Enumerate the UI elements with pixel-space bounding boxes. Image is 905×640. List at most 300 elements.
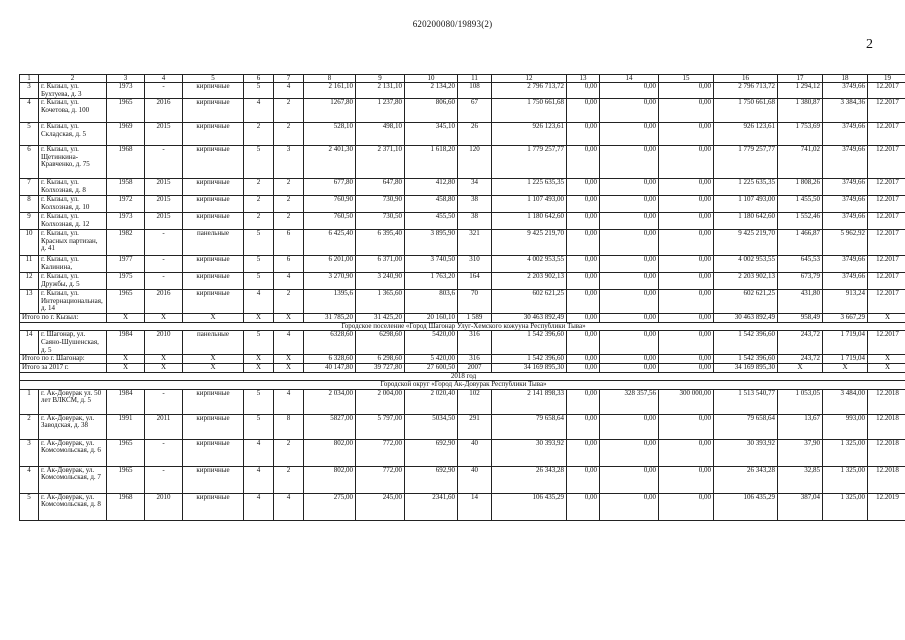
table-cell: 12.2017 xyxy=(868,196,905,213)
table-cell: кирпичные xyxy=(183,123,244,146)
table-cell: 0,00 xyxy=(600,83,659,99)
table-cell: 5 xyxy=(20,123,39,146)
table-cell: кирпичные xyxy=(183,493,244,520)
table-cell: 4 xyxy=(244,99,274,123)
total-cell: X xyxy=(107,314,145,323)
table-cell: 2015 xyxy=(145,196,183,213)
table-cell: 5 962,92 xyxy=(823,230,868,256)
table-cell: 2 xyxy=(274,290,304,314)
table-cell: 164 xyxy=(458,273,492,290)
table-cell: 3 484,00 xyxy=(823,389,868,414)
table-cell: 2 xyxy=(274,213,304,230)
table-cell: 70 xyxy=(458,290,492,314)
table-cell: 760,90 xyxy=(304,196,356,213)
address-cell: г. Кызыл, ул. Щетинкина-Кравченко, д. 75 xyxy=(39,146,107,179)
table-row xyxy=(20,196,905,213)
table-cell: 2 xyxy=(274,179,304,196)
table-cell: 1 542 396,60 xyxy=(492,331,567,355)
table-cell: 1984 xyxy=(107,331,145,355)
total-cell: X xyxy=(868,314,905,323)
table-cell: 14 xyxy=(20,331,39,355)
section-header-row xyxy=(20,322,905,331)
table-cell: 0,00 xyxy=(567,196,600,213)
table-cell: кирпичные xyxy=(183,290,244,314)
table-cell: 455,50 xyxy=(405,213,458,230)
address-cell: г. Ак-Довурак, ул. Заводская, д. 38 xyxy=(39,414,107,439)
column-number-cell: 14 xyxy=(600,75,659,83)
table-cell: 8 xyxy=(274,414,304,439)
address-cell: г. Кызыл, ул. Красных партизан, д. 41 xyxy=(39,230,107,256)
table-cell: 5 797,00 xyxy=(356,414,405,439)
total-cell: 958,49 xyxy=(778,314,823,323)
table-cell: 3 895,90 xyxy=(405,230,458,256)
table-cell: 913,24 xyxy=(823,290,868,314)
table-cell: 2 034,00 xyxy=(304,389,356,414)
table-cell: 3749,66 xyxy=(823,213,868,230)
table-cell: 11 xyxy=(20,256,39,273)
total-cell: 1 719,04 xyxy=(823,355,868,364)
table-cell: 1 237,80 xyxy=(356,99,405,123)
section-header-row xyxy=(20,372,905,381)
table-cell: 6298,60 xyxy=(356,331,405,355)
table-cell: 1 294,12 xyxy=(778,83,823,99)
table-cell: 5034,50 xyxy=(405,414,458,439)
total-cell: 0,00 xyxy=(600,314,659,323)
table-row xyxy=(20,290,905,314)
table-cell: 3 270,90 xyxy=(304,273,356,290)
table-cell: 5 xyxy=(244,230,274,256)
table-cell: кирпичные xyxy=(183,196,244,213)
table-cell: панельные xyxy=(183,230,244,256)
table-cell: 12.2017 xyxy=(868,331,905,355)
table-cell: кирпичные xyxy=(183,99,244,123)
table-cell: 321 xyxy=(458,230,492,256)
table-cell: 2 xyxy=(244,213,274,230)
table-cell: 12.2018 xyxy=(868,389,905,414)
total-row xyxy=(20,355,905,364)
table-cell: кирпичные xyxy=(183,389,244,414)
table-cell: 2010 xyxy=(145,493,183,520)
table-cell: 1267,80 xyxy=(304,99,356,123)
table-cell: 5 xyxy=(244,83,274,99)
table-cell: 0,00 xyxy=(659,99,714,123)
table-cell: 2 xyxy=(244,179,274,196)
table-cell: 2011 xyxy=(145,414,183,439)
table-cell: 692,90 xyxy=(405,439,458,466)
table-cell: 26 343,28 xyxy=(492,466,567,493)
table-cell: 2016 xyxy=(145,290,183,314)
table-cell: 38 xyxy=(458,213,492,230)
table-cell: 1395,6 xyxy=(304,290,356,314)
table-cell: - xyxy=(145,273,183,290)
total-cell: X xyxy=(183,355,244,364)
column-number-cell: 19 xyxy=(868,75,905,83)
address-cell: г. Кызыл, ул. Дружбы, д. 5 xyxy=(39,273,107,290)
total-cell: 30 463 892,49 xyxy=(492,314,567,323)
table-cell: 9 425 219,70 xyxy=(714,230,778,256)
table-cell: 0,00 xyxy=(600,493,659,520)
table-cell: 6 xyxy=(274,256,304,273)
table-cell: 2016 xyxy=(145,99,183,123)
table-cell: 1973 xyxy=(107,213,145,230)
table-cell: кирпичные xyxy=(183,466,244,493)
total-cell: 6 328,60 xyxy=(304,355,356,364)
table-cell: 30 393,92 xyxy=(492,439,567,466)
table-cell: 7 xyxy=(20,179,39,196)
total-cell: X xyxy=(145,355,183,364)
table-cell: 3749,66 xyxy=(823,83,868,99)
table-cell: 1991 xyxy=(107,414,145,439)
table-cell: 12.2017 xyxy=(868,146,905,179)
total-label-cell: Итого по г. Шагонар: xyxy=(20,355,107,364)
column-number-cell: 1 xyxy=(20,75,39,83)
table-cell: 0,00 xyxy=(659,83,714,99)
table-cell: 12.2017 xyxy=(868,123,905,146)
table-cell: 0,00 xyxy=(567,273,600,290)
table-cell: 387,04 xyxy=(778,493,823,520)
table-cell: 2 xyxy=(244,123,274,146)
address-cell: г. Ак-Довурак, ул. Комсомольская, д. 6 xyxy=(39,439,107,466)
table-cell: 3749,66 xyxy=(823,123,868,146)
table-cell: 3 240,90 xyxy=(356,273,405,290)
table-cell: 4 xyxy=(20,466,39,493)
table-cell: 120 xyxy=(458,146,492,179)
table-cell: 1 753,69 xyxy=(778,123,823,146)
section-header-cell: Городское поселение «Город Шагонар Улуг-Хемского кожууна Республики Тыва» xyxy=(20,322,905,331)
table-cell: 0,00 xyxy=(659,273,714,290)
table-cell: 0,00 xyxy=(567,213,600,230)
table-cell: 0,00 xyxy=(600,179,659,196)
table-cell: 1 107 493,00 xyxy=(492,196,567,213)
table-cell: панельные xyxy=(183,331,244,355)
table-cell: 1 455,50 xyxy=(778,196,823,213)
table-cell: 3 xyxy=(20,83,39,99)
table-cell: 2 796 713,72 xyxy=(492,83,567,99)
total-cell: 34 169 895,30 xyxy=(492,363,567,372)
column-number-cell: 15 xyxy=(659,75,714,83)
table-cell: 741,02 xyxy=(778,146,823,179)
table-cell: 602 621,25 xyxy=(492,290,567,314)
table-cell: 0,00 xyxy=(567,123,600,146)
table-cell: 1 xyxy=(20,389,39,414)
column-number-row xyxy=(20,75,905,83)
table-cell: 8 xyxy=(20,196,39,213)
total-cell: 1 542 396,60 xyxy=(714,355,778,364)
table-row xyxy=(20,273,905,290)
table-cell: 802,00 xyxy=(304,439,356,466)
table-cell: 0,00 xyxy=(567,466,600,493)
table-cell: 0,00 xyxy=(600,256,659,273)
table-cell: 0,00 xyxy=(600,414,659,439)
table-cell: 0,00 xyxy=(600,213,659,230)
table-cell: 0,00 xyxy=(567,83,600,99)
total-cell: 243,72 xyxy=(778,355,823,364)
table-cell: 0,00 xyxy=(600,331,659,355)
total-cell: 31 785,20 xyxy=(304,314,356,323)
total-cell: 316 xyxy=(458,355,492,364)
table-cell: 1 225 635,35 xyxy=(492,179,567,196)
table-cell: 6 371,00 xyxy=(356,256,405,273)
total-cell: 1 542 396,60 xyxy=(492,355,567,364)
table-cell: 6 xyxy=(274,230,304,256)
table-cell: 5 xyxy=(244,389,274,414)
table-cell: 602 621,25 xyxy=(714,290,778,314)
address-cell: г. Шагонар, ул. Саяно-Шушенская, д. 5 xyxy=(39,331,107,355)
table-cell: 67 xyxy=(458,99,492,123)
table-cell: 12.2017 xyxy=(868,273,905,290)
table-cell: 0,00 xyxy=(659,179,714,196)
column-number-cell: 3 xyxy=(107,75,145,83)
address-cell: г. Кызыл, ул. Колхозная, д. 8 xyxy=(39,179,107,196)
table-cell: 2015 xyxy=(145,213,183,230)
table-cell: 0,00 xyxy=(600,99,659,123)
table-cell: 0,00 xyxy=(659,493,714,520)
total-label-cell: Итого по г. Кызыл: xyxy=(20,314,107,323)
total-cell: X xyxy=(274,314,304,323)
total-cell: X xyxy=(274,363,304,372)
table-cell: 6328,60 xyxy=(304,331,356,355)
table-cell: 13,67 xyxy=(778,414,823,439)
table-cell: 275,00 xyxy=(304,493,356,520)
table-cell: 1973 xyxy=(107,83,145,99)
table-cell: 1 779 257,77 xyxy=(714,146,778,179)
table-cell: 692,90 xyxy=(405,466,458,493)
table-cell: 328 357,56 xyxy=(600,389,659,414)
table-cell: 3 xyxy=(274,146,304,179)
table-cell: 2 004,00 xyxy=(356,389,405,414)
table-cell: 2 796 713,72 xyxy=(714,83,778,99)
table-cell: 2 020,40 xyxy=(405,389,458,414)
table-cell: 1 779 257,77 xyxy=(492,146,567,179)
table-cell: 2 401,30 xyxy=(304,146,356,179)
table-cell: 3749,66 xyxy=(823,256,868,273)
table-cell: 12.2017 xyxy=(868,290,905,314)
table-cell: 803,6 xyxy=(405,290,458,314)
column-number-cell: 18 xyxy=(823,75,868,83)
table-cell: 10 xyxy=(20,230,39,256)
column-number-cell: 13 xyxy=(567,75,600,83)
total-cell: 20 160,10 xyxy=(405,314,458,323)
table-cell: 6 395,40 xyxy=(356,230,405,256)
table-cell: 498,10 xyxy=(356,123,405,146)
table-cell: 1968 xyxy=(107,493,145,520)
table-cell: 1965 xyxy=(107,439,145,466)
total-cell: 0,00 xyxy=(567,314,600,323)
table-row xyxy=(20,230,905,256)
table-cell: 412,80 xyxy=(405,179,458,196)
table-cell: 4 xyxy=(274,273,304,290)
table-cell: 0,00 xyxy=(567,179,600,196)
table-cell: 2 xyxy=(244,196,274,213)
document-id: 620200080/19893(2) xyxy=(412,19,493,29)
total-row xyxy=(20,363,905,372)
table-cell: 3749,66 xyxy=(823,273,868,290)
table-cell: 1 325,00 xyxy=(823,493,868,520)
table-cell: 12 xyxy=(20,273,39,290)
table-cell: 1 180 642,60 xyxy=(492,213,567,230)
table-cell: 926 123,61 xyxy=(492,123,567,146)
table-cell: 458,80 xyxy=(405,196,458,213)
table-cell: 0,00 xyxy=(567,230,600,256)
table-cell: 1 380,87 xyxy=(778,99,823,123)
table-cell: 993,00 xyxy=(823,414,868,439)
table-cell: 5 xyxy=(244,331,274,355)
table-cell: 0,00 xyxy=(600,123,659,146)
table-cell: 1969 xyxy=(107,123,145,146)
table-cell: 1 763,20 xyxy=(405,273,458,290)
section-header-cell: Городской округ «Город Ак-Довурак Республики Тыва» xyxy=(20,381,905,390)
total-cell: 0,00 xyxy=(659,355,714,364)
table-cell: 806,60 xyxy=(405,99,458,123)
table-cell: 0,00 xyxy=(659,414,714,439)
table-cell: кирпичные xyxy=(183,213,244,230)
table-cell: 2 xyxy=(274,99,304,123)
table-cell: 6 xyxy=(20,146,39,179)
column-number-cell: 2 xyxy=(39,75,107,83)
column-number-cell: 11 xyxy=(458,75,492,83)
total-cell: 0,00 xyxy=(659,363,714,372)
table-cell: 4 xyxy=(274,389,304,414)
table-row xyxy=(20,331,905,355)
table-cell: 3749,66 xyxy=(823,196,868,213)
column-number-cell: 12 xyxy=(492,75,567,83)
table-cell: 4 xyxy=(244,466,274,493)
total-cell: 39 727,80 xyxy=(356,363,405,372)
table-cell: 2 xyxy=(274,466,304,493)
table-cell: 2 xyxy=(274,439,304,466)
table-cell: 760,50 xyxy=(304,213,356,230)
table-cell: 4 xyxy=(244,439,274,466)
table-cell: 0,00 xyxy=(600,439,659,466)
table-cell: 1 618,20 xyxy=(405,146,458,179)
table-cell: 1968 xyxy=(107,146,145,179)
table-cell: 0,00 xyxy=(567,256,600,273)
total-cell: 30 463 892,49 xyxy=(714,314,778,323)
column-number-cell: 4 xyxy=(145,75,183,83)
table-cell: 243,72 xyxy=(778,331,823,355)
table-cell: 1 466,87 xyxy=(778,230,823,256)
table-cell: 79 658,64 xyxy=(492,414,567,439)
total-cell: X xyxy=(868,363,905,372)
table-cell: 0,00 xyxy=(600,196,659,213)
table-cell: 1972 xyxy=(107,196,145,213)
column-number-cell: 16 xyxy=(714,75,778,83)
table-cell: 2 xyxy=(20,414,39,439)
total-cell: 40 147,80 xyxy=(304,363,356,372)
table-cell: 3749,66 xyxy=(823,179,868,196)
table-cell: 0,00 xyxy=(659,256,714,273)
table-cell: кирпичные xyxy=(183,83,244,99)
total-cell: 0,00 xyxy=(600,363,659,372)
total-cell: X xyxy=(145,314,183,323)
table-cell: 645,53 xyxy=(778,256,823,273)
table-cell: 0,00 xyxy=(659,331,714,355)
table-cell: 4 xyxy=(244,493,274,520)
table-row xyxy=(20,493,905,520)
total-cell: X xyxy=(183,314,244,323)
table-cell: 5 xyxy=(244,146,274,179)
table-cell: 0,00 xyxy=(659,146,714,179)
total-cell: X xyxy=(107,355,145,364)
table-cell: 1975 xyxy=(107,273,145,290)
table-cell: 926 123,61 xyxy=(714,123,778,146)
table-cell: 0,00 xyxy=(659,290,714,314)
table-cell: 4 xyxy=(274,493,304,520)
total-label-cell: Итого за 2017 г. xyxy=(20,363,107,372)
table-cell: 2010 xyxy=(145,331,183,355)
table-cell: 2 xyxy=(274,123,304,146)
table-row xyxy=(20,83,905,99)
table-cell: 647,80 xyxy=(356,179,405,196)
table-cell: 6 201,00 xyxy=(304,256,356,273)
table-cell: 1 107 493,00 xyxy=(714,196,778,213)
table-cell: - xyxy=(145,230,183,256)
table-cell: - xyxy=(145,256,183,273)
total-cell: 31 425,20 xyxy=(356,314,405,323)
table-cell: 0,00 xyxy=(600,146,659,179)
table-cell: 79 658,64 xyxy=(714,414,778,439)
table-cell: 2 203 902,13 xyxy=(492,273,567,290)
table-cell: 772,00 xyxy=(356,466,405,493)
table-cell: 1 180 642,60 xyxy=(714,213,778,230)
table-cell: 1 750 661,68 xyxy=(714,99,778,123)
table-cell: 37,90 xyxy=(778,439,823,466)
table-cell: 802,00 xyxy=(304,466,356,493)
table-cell: 0,00 xyxy=(600,290,659,314)
table-cell: 12.2017 xyxy=(868,83,905,99)
table-row xyxy=(20,213,905,230)
table-cell: 316 xyxy=(458,331,492,355)
table-cell: 14 xyxy=(458,493,492,520)
table-cell: 12.2017 xyxy=(868,256,905,273)
table-cell: 106 435,29 xyxy=(492,493,567,520)
table-cell: 12.2018 xyxy=(868,414,905,439)
table-cell: 300 000,00 xyxy=(659,389,714,414)
section-header-row xyxy=(20,381,905,390)
table-row xyxy=(20,256,905,273)
table-cell: 106 435,29 xyxy=(714,493,778,520)
table-cell: 4 002 953,55 xyxy=(714,256,778,273)
table-cell: 9 xyxy=(20,213,39,230)
table-cell: 1 513 540,77 xyxy=(714,389,778,414)
table-cell: 5 xyxy=(244,256,274,273)
table-cell: кирпичные xyxy=(183,273,244,290)
table-cell: кирпичные xyxy=(183,179,244,196)
table-cell: 5 xyxy=(244,414,274,439)
table-cell: 1 053,05 xyxy=(778,389,823,414)
table-cell: 772,00 xyxy=(356,439,405,466)
table-cell: 26 xyxy=(458,123,492,146)
table-cell: 2341,60 xyxy=(405,493,458,520)
table-cell: 3 740,50 xyxy=(405,256,458,273)
table-cell: 2 134,20 xyxy=(405,83,458,99)
total-cell: 27 600,50 xyxy=(405,363,458,372)
address-cell: г. Кызыл, ул. Бухтуева, д. 3 xyxy=(39,83,107,99)
table-cell: 2 371,10 xyxy=(356,146,405,179)
total-cell: 5 420,00 xyxy=(405,355,458,364)
total-cell: 3 667,29 xyxy=(823,314,868,323)
table-cell: 0,00 xyxy=(567,146,600,179)
table-cell: 26 343,28 xyxy=(714,466,778,493)
table-cell: 345,10 xyxy=(405,123,458,146)
total-cell: X xyxy=(107,363,145,372)
total-cell: 0,00 xyxy=(659,314,714,323)
total-cell: 34 169 895,30 xyxy=(714,363,778,372)
table-cell: 310 xyxy=(458,256,492,273)
table-cell: 32,85 xyxy=(778,466,823,493)
total-cell: X xyxy=(778,363,823,372)
table-cell: 673,79 xyxy=(778,273,823,290)
